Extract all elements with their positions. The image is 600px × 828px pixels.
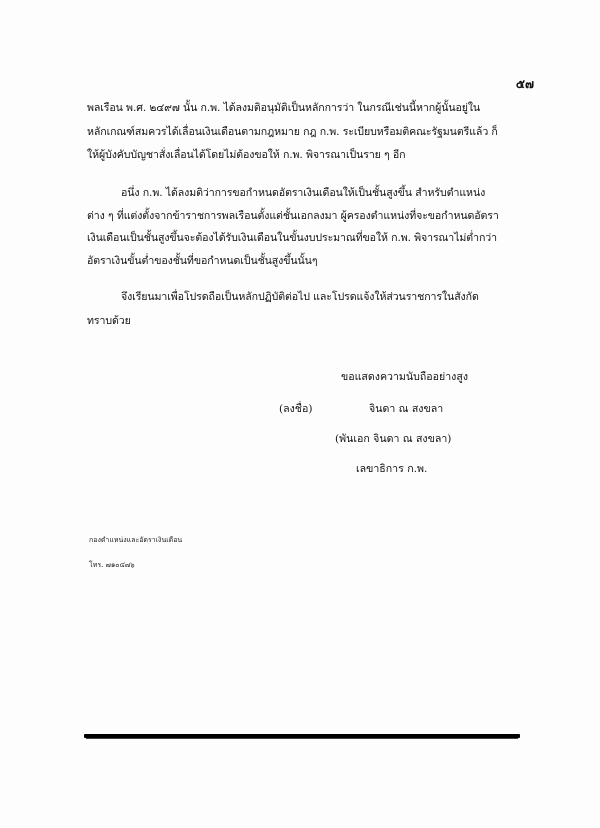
closing-salutation: ขอแสดงความนับถืออย่างสูง bbox=[341, 371, 468, 383]
signatory-title: เลขาธิการ ก.พ. bbox=[356, 463, 428, 475]
paragraph-3-line-1: จึงเรียนมาเพื่อโปรดถือเป็นหลักปฏิบัติต่อไป และโปรดแจ้งให้ส่วนราชการในสังกัด bbox=[121, 291, 479, 303]
bottom-rule-shadow bbox=[86, 738, 518, 739]
paragraph-1-line-1: พลเรือน พ.ศ. ๒๔๙๗ นั้น ก.พ. ได้ลงมติอนุมัติเป็นหลักการว่า ในกรณีเช่นนี้หากผู้นั้นอยู่ใน bbox=[87, 102, 481, 114]
paragraph-3-line-2: ทราบด้วย bbox=[87, 315, 131, 327]
paragraph-2-line-2: ต่าง ๆ ที่แต่งตั้งจากข้าราชการพลเรือนตั้งแต่ชั้นเอกลงมา ผู้ครองตำแหน่งที่จะขอกำหนดอัตรา bbox=[87, 210, 499, 222]
page-number: ๕๗ bbox=[515, 77, 534, 91]
paragraph-2-line-1: อนึ่ง ก.พ. ได้ลงมติว่าการขอกำหนดอัตราเงินเดือนให้เป็นชั้นสูงขึ้น สำหรับตำแหน่ง bbox=[121, 187, 486, 199]
paragraph-2-line-3: เงินเดือนเป็นชั้นสูงขึ้นจะต้องได้รับเงินเดือนในขั้นงบประมาณที่ขอให้ ก.พ. พิจารณาไม่ต่ำกว่า bbox=[87, 232, 497, 244]
paragraph-2-line-4: อัตราเงินขั้นต่ำของชั้นที่ขอกำหนดเป็นชั้นสูงขึ้นนั้นๆ bbox=[87, 255, 318, 267]
phone-number: โทร. ๗๑๐๔๗๖ bbox=[89, 561, 135, 569]
paragraph-1-line-3: ให้ผู้บังคับบัญชาสั่งเลื่อนได้โดยไม่ต้องขอให้ ก.พ. พิจารณาเป็นราย ๆ อีก bbox=[87, 149, 406, 161]
signed-label: (ลงชื่อ) bbox=[279, 403, 313, 415]
issuing-department: กองตำแหน่งและอัตราเงินเดือน bbox=[89, 536, 183, 544]
signatory-full-name: (พันเอก จินดา ณ สงขลา) bbox=[335, 433, 452, 445]
paragraph-1-line-2: หลักเกณฑ์สมควรได้เลื่อนเงินเดือนตามกฎหมาย กฎ ก.พ. ระเบียบหรือมติคณะรัฐมนตรีแล้ว ก็ bbox=[87, 126, 498, 138]
signatory-name: จินดา ณ สงขลา bbox=[369, 403, 444, 415]
